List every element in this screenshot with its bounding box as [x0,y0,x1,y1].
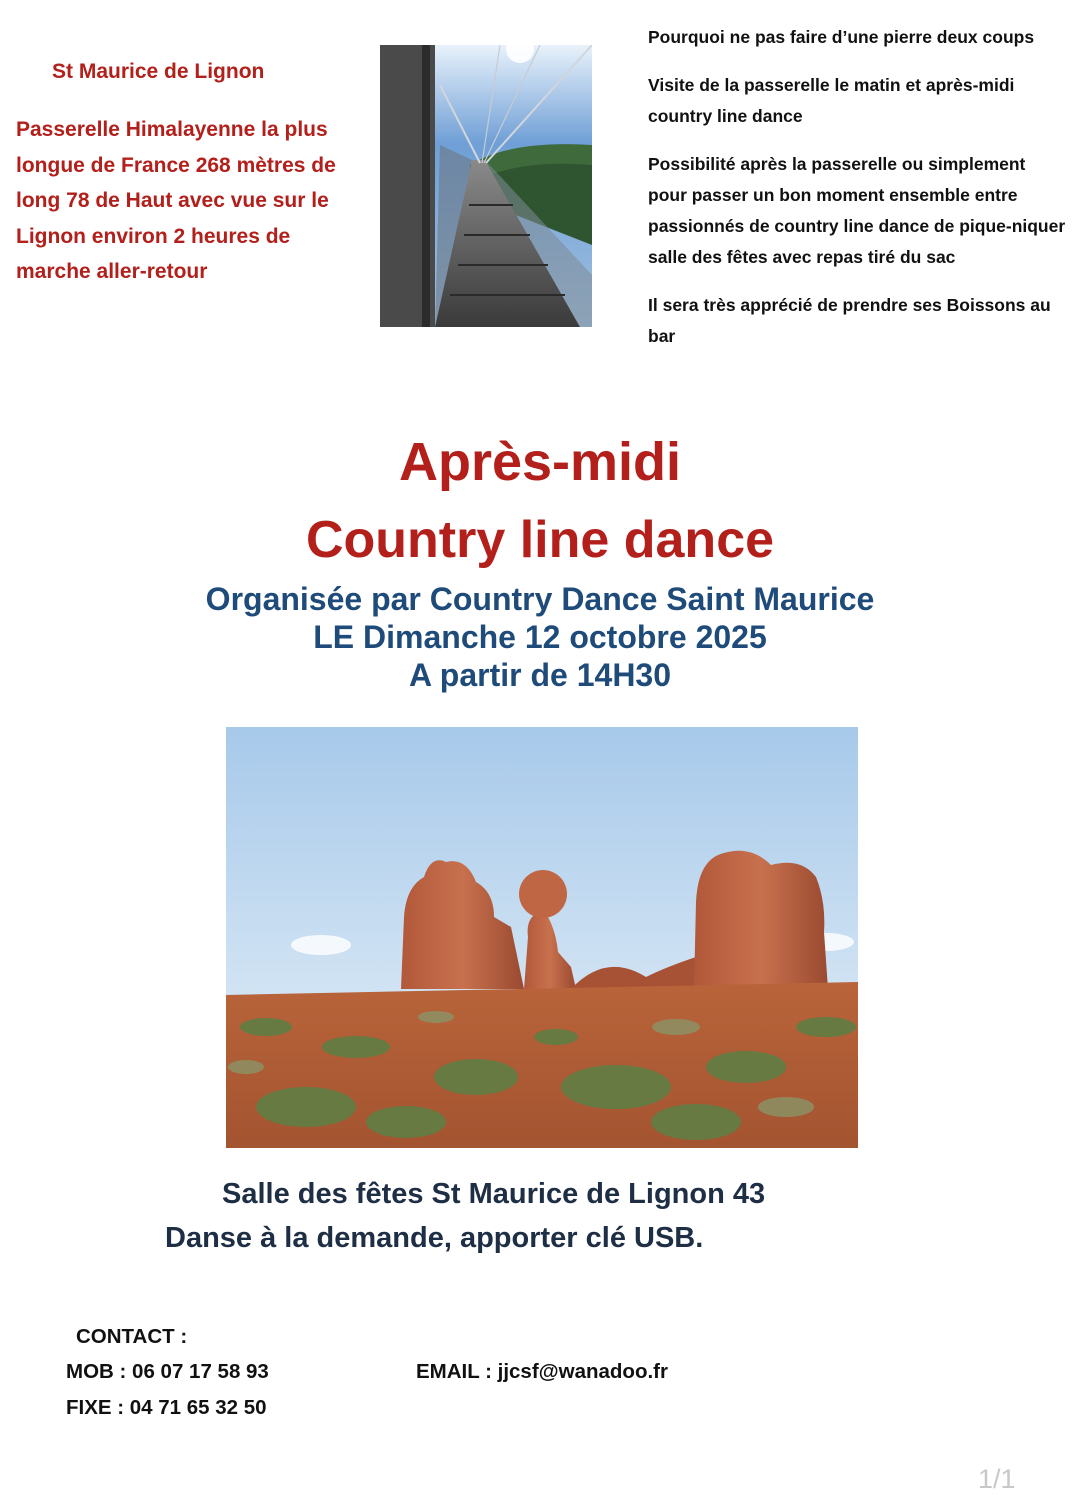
time-line: A partir de 14H30 [408,657,672,693]
intro-paragraphs [648,22,1068,369]
venue-line: Salle des fêtes St Maurice de Lignon 43 [222,1178,766,1210]
email-address: EMAIL : jjcsf@wanadoo.fr [416,1360,668,1383]
landline-number: FIXE : 04 71 65 32 50 [66,1396,267,1419]
bridge-photo [380,45,592,327]
headline-country-line-dance: Country line dance [305,511,775,569]
desert-rock-photo [226,727,858,1148]
intro-paragraph: Visite de la passerelle le matin et après-midi country line dance [648,75,1015,126]
intro-paragraph: Il sera très apprécié de prendre ses Boissons au bar [648,295,1051,346]
headline-apres-midi: Après-midi [398,432,682,492]
bridge-description: Passerelle Himalayenne la plus longue de France 268 mètres de long 78 de Haut avec vue sur le Lignon environ 2 heures de marche aller-retour [16,118,336,283]
mobile-number: MOB : 06 07 17 58 93 [66,1360,269,1383]
location-title: St Maurice de Lignon [52,60,265,83]
intro-paragraph: Possibilité après la passerelle ou simplement pour passer un bon moment ensemble entre passionnés de country line dance de pique-niquer salle des fêtes avec repas tiré du sac [648,154,1066,267]
event-details [0,580,1080,694]
intro-paragraph: Pourquoi ne pas faire d’une pierre deux coups [648,27,1035,47]
contact-label: CONTACT : [76,1325,188,1348]
page-indicator: 1/1 [978,1464,1016,1494]
date-line: LE Dimanche 12 octobre 2025 [313,619,767,655]
usb-note: Danse à la demande, apporter clé USB. [165,1222,704,1254]
organizer-line: Organisée par Country Dance Saint Maurice [205,581,875,617]
